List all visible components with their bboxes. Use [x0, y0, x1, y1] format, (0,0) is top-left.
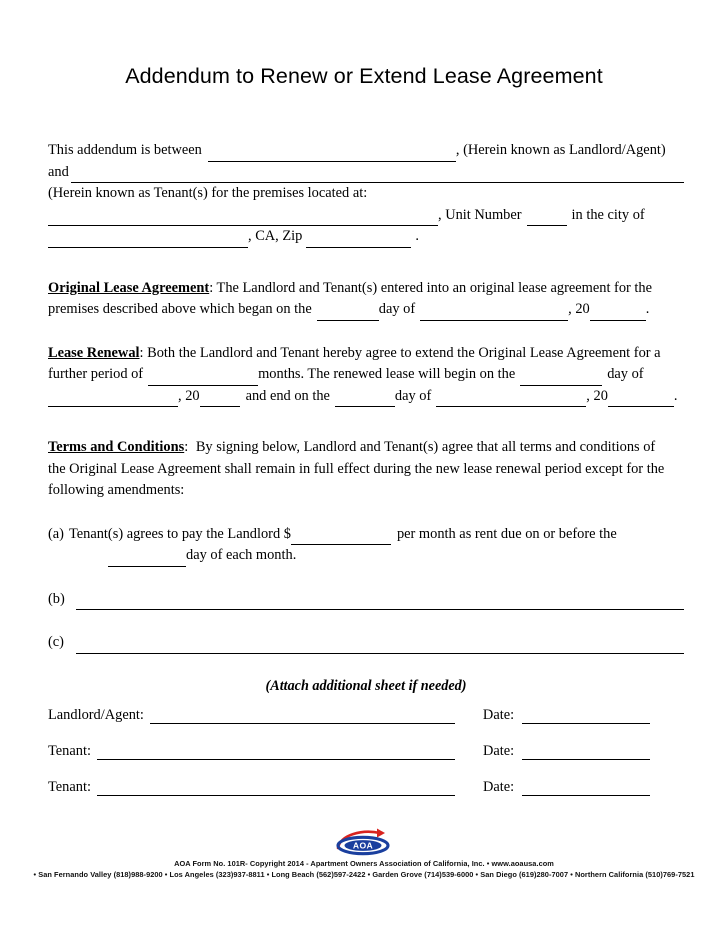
monthly-rent-blank[interactable]: [291, 531, 391, 545]
terms-item-a-text-1: Tenant(s) agrees to pay the Landlord $: [68, 525, 291, 542]
lease-renewal-line-2: [48, 364, 684, 386]
lease-renewal-line-1: [48, 343, 684, 365]
terms-item-b: [48, 589, 684, 611]
landlord-signature-blank[interactable]: [150, 710, 455, 724]
renewal-months-blank[interactable]: [148, 372, 258, 386]
parties-line5-period: .: [415, 228, 419, 244]
original-lease-colon: :: [209, 279, 214, 296]
footer-offices: • San Fernando Valley (818)988-9200 • Los Angeles (323)937-8811 • Long Beach (562)597-2422 • Garden Grove (714)539-6000 • San Diego (619)280-7007 • Northern California (510)769-7521: [33, 870, 695, 879]
signature-block: [48, 688, 644, 796]
terms-block: [48, 437, 684, 502]
spacer: [48, 248, 684, 278]
terms-item-b-tag: (b): [48, 590, 65, 607]
spacer: [48, 321, 684, 343]
terms-line-3: following amendments:: [48, 482, 185, 498]
original-lease-text-2: premises described above which began on the: [48, 301, 312, 317]
parties-line-2: [48, 162, 684, 184]
landlord-signature-label: Landlord/Agent:: [48, 707, 144, 723]
parties-line-4: [48, 205, 684, 227]
landlord-name-blank[interactable]: [208, 148, 456, 162]
original-lease-text-3: day of: [378, 301, 416, 317]
attach-note: (Attach additional sheet if needed): [265, 677, 467, 694]
original-start-year-blank[interactable]: [590, 307, 646, 321]
aoa-logo-icon: [328, 827, 400, 857]
spacer: [48, 407, 684, 437]
renewal-begin-day-blank[interactable]: [520, 372, 602, 386]
tenant2-signature-blank[interactable]: [97, 782, 455, 796]
rent-due-day-blank[interactable]: [108, 553, 186, 567]
original-lease-text-5: .: [645, 301, 650, 317]
document-body: [48, 140, 684, 697]
terms-line-1: [48, 437, 684, 459]
terms-line-2: the Original Lease Agreement shall remain in full effect during the new lease renewal period except for the: [48, 460, 665, 477]
unit-number-blank[interactable]: [527, 212, 567, 226]
footer-copyright: AOA Form No. 101R- Copyright 2014 - Apartment Owners Association of California, Inc. • www.aoausa.com: [174, 859, 554, 868]
lease-renewal-text-5: , 20: [178, 387, 200, 404]
original-start-day-blank[interactable]: [317, 307, 379, 321]
renewal-begin-year-blank[interactable]: [200, 393, 240, 407]
spacer: [48, 654, 684, 676]
renewal-end-month-blank[interactable]: [436, 393, 586, 407]
spacer: [48, 502, 684, 524]
terms-item-a-tag: (a): [48, 525, 64, 542]
premises-address-blank[interactable]: [48, 212, 438, 226]
parties-line-5: [48, 226, 684, 248]
terms-heading: Terms and Conditions: [48, 439, 185, 455]
parties-block: [48, 140, 684, 248]
state-label: , CA, Zip: [248, 228, 303, 244]
lease-renewal-text-7: day of: [394, 387, 432, 404]
page-footer: [0, 826, 728, 879]
terms-item-a-text-2: per month as rent due on or before the: [396, 525, 617, 542]
lease-renewal-text-6: and end on the: [245, 387, 330, 404]
lease-renewal-text-3: months. The renewed lease will begin on the: [258, 366, 516, 382]
terms-item-a-line-2: [48, 545, 684, 567]
city-blank[interactable]: [48, 234, 248, 248]
terms-text-1: By signing below, Landlord and Tenant(s) agree that all terms and conditions of: [195, 439, 656, 455]
aoa-logo: [0, 826, 728, 858]
original-lease-line-1: [48, 278, 684, 300]
tenant1-signature-blank[interactable]: [97, 746, 455, 760]
signature-row-tenant-2: [48, 760, 644, 796]
renewal-end-year-blank[interactable]: [608, 393, 674, 407]
landlord-date-blank[interactable]: [522, 710, 650, 724]
lease-renewal-text-4: day of: [607, 366, 644, 382]
page-title: Addendum to Renew or Extend Lease Agreement: [125, 64, 603, 88]
lease-renewal-text-8: , 20: [586, 387, 608, 404]
terms-item-a: [48, 524, 684, 567]
lease-renewal-block: [48, 343, 684, 408]
lease-renewal-line-3: [48, 386, 684, 408]
original-lease-text-4: , 20: [568, 301, 590, 317]
svg-text:AOA: AOA: [352, 840, 374, 851]
renewal-end-day-blank[interactable]: [335, 393, 395, 407]
landlord-date-label: Date:: [482, 707, 515, 723]
tenant-name-blank[interactable]: [71, 169, 684, 183]
lease-renewal-text-9: .: [673, 387, 678, 404]
parties-line1-prefix: This addendum is between: [48, 142, 202, 158]
tenant2-date-blank[interactable]: [522, 782, 650, 796]
parties-line-1: [48, 140, 684, 162]
lease-renewal-colon: :: [139, 344, 144, 361]
original-lease-text-1: The Landlord and Tenant(s) entered into an original lease agreement for the: [216, 279, 653, 296]
lease-renewal-heading: Lease Renewal: [48, 344, 140, 361]
original-lease-heading: Original Lease Agreement: [48, 279, 210, 296]
signature-row-tenant-1: [48, 724, 644, 760]
original-lease-block: [48, 278, 684, 321]
terms-item-a-line-1: [48, 524, 684, 546]
renewal-begin-month-blank[interactable]: [48, 393, 178, 407]
tenant1-signature-label: Tenant:: [48, 743, 91, 759]
terms-item-b-blank[interactable]: [76, 596, 684, 610]
parties-line-3: (Herein known as Tenant(s) for the premises located at:: [48, 185, 368, 201]
parties-line2-prefix: and: [48, 163, 69, 180]
tenant1-date-label: Date:: [482, 743, 515, 759]
city-label: in the city of: [571, 206, 645, 223]
original-lease-line-2: [48, 299, 684, 321]
terms-item-c-blank[interactable]: [76, 640, 684, 654]
tenant2-signature-label: Tenant:: [48, 779, 91, 795]
unit-number-label: , Unit Number: [438, 206, 522, 223]
lease-renewal-text-1: Both the Landlord and Tenant hereby agree to extend the Original Lease Agreement for a: [147, 344, 661, 361]
spacer: [48, 610, 684, 632]
zip-blank[interactable]: [306, 234, 411, 248]
terms-item-c-tag: (c): [48, 634, 64, 650]
signature-row-landlord: [48, 688, 644, 724]
lease-renewal-text-2: further period of: [48, 366, 144, 382]
tenant1-date-blank[interactable]: [522, 746, 650, 760]
terms-colon: :: [184, 439, 189, 455]
terms-item-a-text-3: day of each month.: [186, 547, 297, 563]
tenant2-date-label: Date:: [482, 779, 515, 795]
terms-item-c: [48, 632, 684, 654]
parties-line1-suffix: , (Herein known as Landlord/Agent): [455, 142, 666, 158]
original-start-month-blank[interactable]: [420, 307, 568, 321]
spacer: [48, 567, 684, 589]
